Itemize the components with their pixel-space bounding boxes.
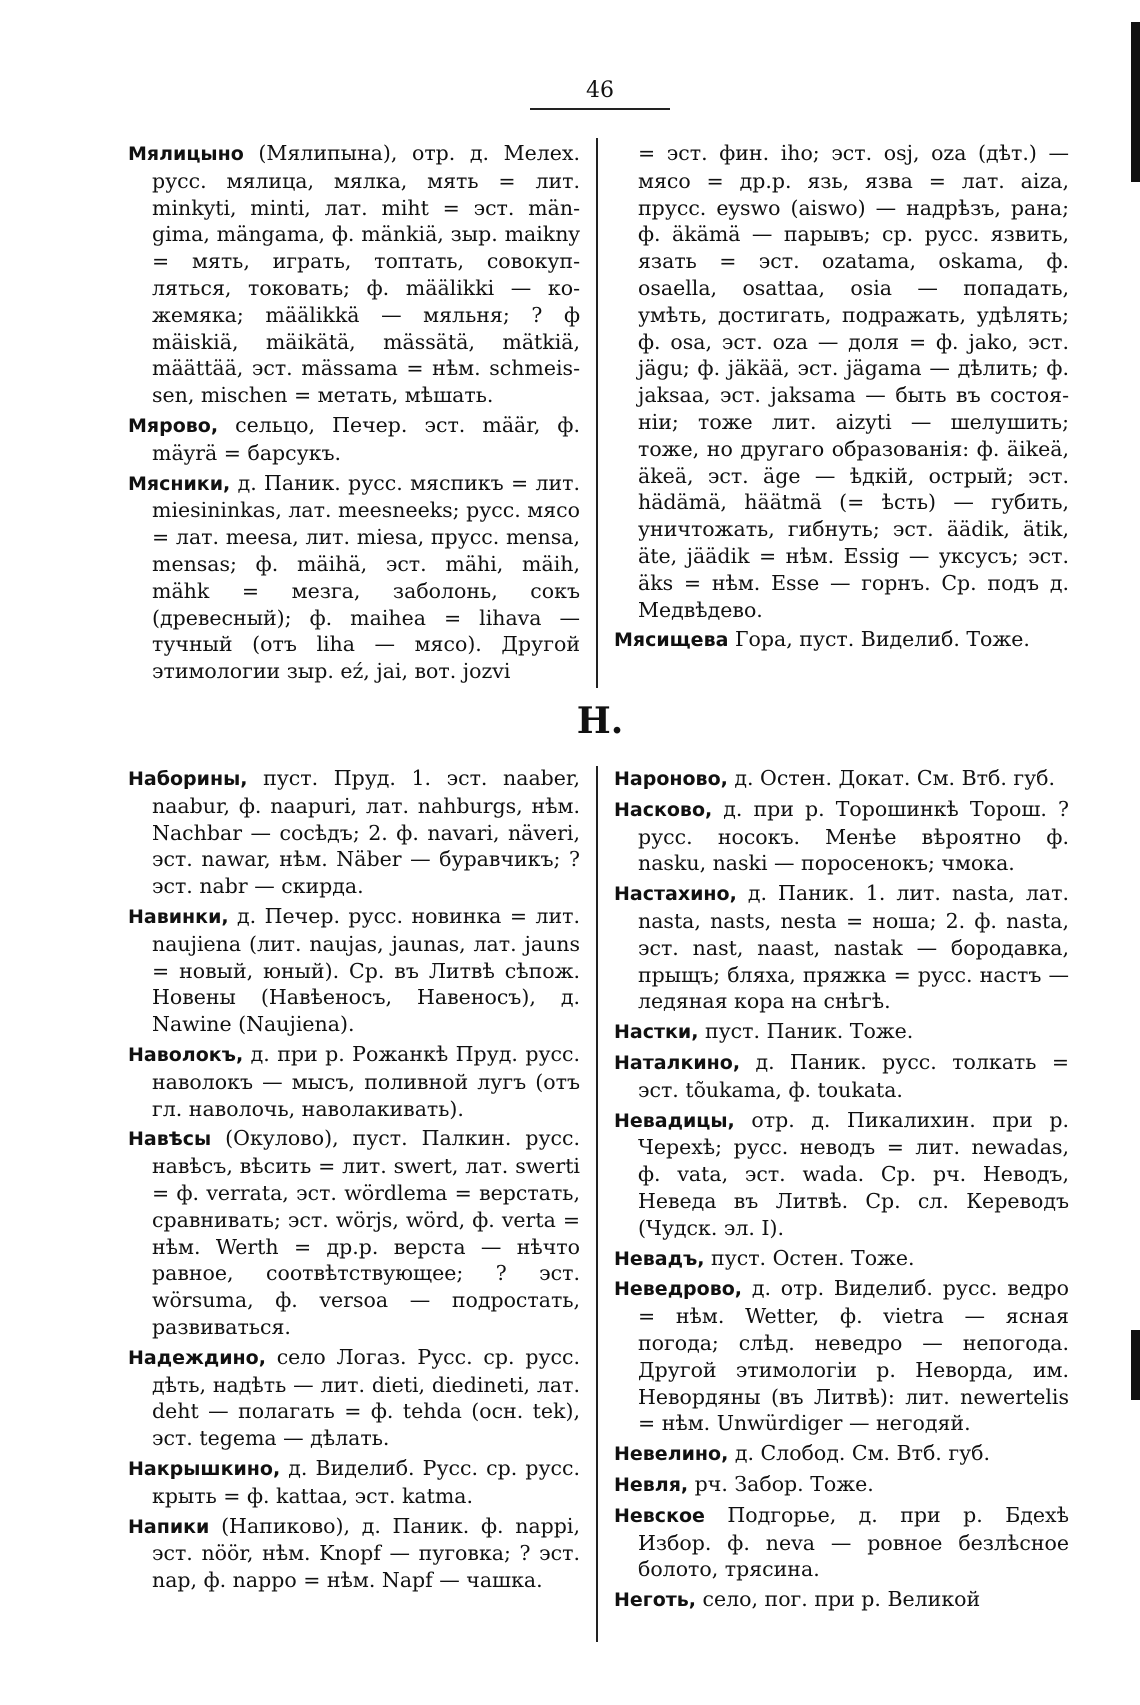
dictionary-entry [614,1471,1069,1499]
entry-text: село, пог. при р. Великой [696,1587,981,1612]
entry-text: (Напиково), д. Паник. ф. nappi, эст. nöör, нѣм. Knopf — пуговка; ? эст. nap, ф. nappo = нѣм. Napf — чашка. [152,1513,580,1593]
entry-headword: Накрышкино, [128,1457,281,1480]
dictionary-entry [128,1125,580,1340]
dictionary-entry [614,1018,1069,1046]
entry-text: д. при р. Торошинкѣ Торош. ? русс. носокъ. Менѣе вѣроятно ф. nasku, naski — поросенокъ; чмока. [638,796,1069,876]
entry-text: = эст. фин. iho; эст. osj, oza (дѣт.) — мясо = др.р. язь, язва = лат. aiza, прусс. eyswo (aiswo) — надрѣзъ, рана; ф. äkämä — парывъ; ср. русс. язвить, язать = эст. ozatama, oskama, ф. osaella, osattaa, osia — попадать, умѣть, достигать, подражать, удѣлять; ф. osa, эст. oza — доля = ф. jako, эст. jägu; ф. jäkää, эст. jägama — дѣлить; ф. jaksaa, эст. jaksama — быть въ состояніи; тоже лит. aizyti — шелушить; тоже, но другаго образованія: ф. äikeä, äkeä, эст. äge — ѣдкій, острый; эст. hädämä, häätmä (= ѣсть) — губить, уничтожать, гибнуть; эст. äädik, ätik, äte, jäädik = нѣм. Essig — уксусъ; эст. äks = нѣм. Esse — горнъ. Ср. подъ д. Медвѣдево. [638,141,1069,622]
entry-text: село Логаз. Русс. ср. русс. дѣть, надѣть — лит. dieti, diedineti, лат. deht — полагать = ф. tehda (осн. tek), эст. tegema — дѣлать. [152,1344,580,1451]
dictionary-entry [614,1586,1069,1614]
dictionary-entry [614,1275,1069,1437]
entry-text: д. при р. Рожанкѣ Пруд. русс. наволокъ — мысъ, поливной лугъ (отъ гл. наволочь, наволакивать). [152,1041,580,1121]
entry-headword: Наборины, [128,768,248,790]
entry-headword: Невадъ, [614,1247,705,1270]
entry-text: д. Паник. русс. толкать = эст. tõukama, ф. toukata. [638,1049,1069,1102]
entry-text: (Окулово), пуст. Палкин. русс. навѣсъ, вѣсить = лит. swert, лат. swerti = ф. verrata, эст. wördlema = верстать, сравнивать; эст. wörjs, wörd, ф. verta = нѣм. Werth = др.р. верста — нѣчто равное, соотвѣтствующее; ? эст. wörsuma, ф. versoa — подростать, развиваться. [152,1126,580,1339]
entry-headword: Навинки, [128,905,229,928]
entry-text: (Мялипына), отр. д. Мелех. русс. мялица, мялка, мять = лит. minkyti, minti, лат. miht = эст. mängima, mängama, ф. mänkiä, зыр. maikny = мять, играть, топтать, совокупляться, токовать; ф. määlikki — кожемяка; määlikkä — мяльня; ? ф mäiskiä, mäikätä, mässätä, mätkiä, määttää, эст. mässama = нѣм. schmeissen, mischen = метать, мѣшать. [152,141,580,408]
dictionary-entry-continuation [614,140,1069,623]
entry-headword: Мярово, [128,414,219,437]
dictionary-entry [128,765,580,900]
dictionary-entry [614,626,1069,654]
entry-text: д. Печер. русс. новинка = лит. naujiena (лит. naujas, jaunas, лат. jauns = новый, юный). Ср. въ Литвѣ сѣпож. Новены (Навѣеносъ, Навеносъ), д. Nawine (Naujiena). [152,903,580,1037]
entry-text: отр. д. Пикалихин. при р. Черехѣ; русс. неводъ = лит. newadas, ф. vata, эст. wada. Ср. рч. Неводъ, Неведа въ Литвѣ. Ср. сл. Кереводъ (Чудск. эл. I). [638,1107,1069,1240]
entry-headword: Навѣсы [128,1128,212,1151]
column-bottom-left [128,765,580,1597]
dictionary-entry [614,1502,1069,1583]
entry-text: Подгорье, д. при р. Бдехѣ Избор. ф. neva — ровное безлѣсное болото, трясина. [638,1502,1069,1582]
entry-headword: Настки, [614,1021,699,1044]
entry-headword: Мясищева [614,629,729,652]
column-divider-top [596,138,598,688]
entry-headword: Напики [128,1515,210,1538]
dictionary-entry [614,1049,1069,1104]
entry-headword: Мялицыно [128,143,244,165]
entry-text: пуст. Паник. Тоже. [698,1019,914,1044]
section-letter: Н. [576,700,624,742]
column-top-right [614,140,1069,657]
column-bottom-right [614,765,1069,1617]
header-rule [530,108,670,110]
dictionary-entry [128,1513,580,1594]
page-edge-mark [1131,1330,1140,1400]
entry-text: д. отр. Виделиб. русс. ведро = нѣм. Wetter, ф. vietra — ясная погода; слѣд. неведро — непогода. Другой этимологіи р. Неворда, им. Невордяны (въ Литвѣ): лит. newertelis = нѣм. Unwürdiger — негодяй. [638,1276,1069,1436]
entry-headword: Неведрово, [614,1278,742,1301]
dictionary-entry [128,412,580,467]
entry-text: д. Остен. Докат. См. Втб. губ. [727,766,1056,790]
entry-headword: Насково, [614,798,713,821]
entry-text: рч. Забор. Тоже. [688,1471,874,1496]
dictionary-entry [614,1107,1069,1242]
dictionary-entry [614,880,1069,1015]
entry-headword: Настахино, [614,883,737,906]
entry-headword: Невское [614,1504,705,1527]
dictionary-entry [128,470,580,685]
page-edge-mark [1131,22,1140,182]
entry-headword: Неготь, [614,1589,697,1612]
entry-text: д. Слобод. См. Втб. губ. [728,1441,990,1466]
entry-text: д. Паник. русс. мяспикъ = лит. miesininkas, лат. meesneeks; русс. мясо = лат. meesa, лит. miesa, прусс. mensa, mensas; ф. mäihä, эст. mähi, mäih, mähk = мезга, заболонь, сокъ (древесный); ф. maihea = lihava — тучный (отъ liha — мясо). Другой этимологии зыр. eź, jai, вот. jozvi [152,470,580,684]
entry-text: сельцо, Печер. эст. määr, ф. mäyrä = барсукъ. [152,412,580,465]
entry-headword: Нароново, [614,768,728,790]
entry-text: пуст. Пруд. 1. эст. naaber, naabur, ф. naapuri, лат. nahburgs, нѣм. Nachbar — сосѣдъ; 2. ф. navari, näveri, эст. nawar, нѣм. Näber — буравчикъ; ? эст. nabr — скирда. [152,766,580,899]
page-number: 46 [586,78,614,103]
dictionary-entry [614,1245,1069,1273]
entry-headword: Мясники, [128,472,231,495]
dictionary-entry [614,765,1069,793]
column-top-left [128,140,580,688]
entry-text: пуст. Остен. Тоже. [704,1245,915,1270]
entry-text: д. Паник. 1. лит. nasta, лат. nasta, nasts, nesta = ноша; 2. ф. nasta, эст. nast, naast, nastak — бородавка, прыщъ; бляха, пряжка = русс. настъ — ледяная кора на снѣгѣ. [638,881,1069,1014]
column-divider-bottom [596,766,598,1642]
dictionary-entry [614,1440,1069,1468]
dictionary-entry [128,1041,580,1122]
entry-headword: Невля, [614,1473,689,1496]
dictionary-entry [128,903,580,1038]
entry-text: Гора, пуст. Виделиб. Тоже. [728,627,1030,652]
dictionary-entry [128,140,580,409]
entry-headword: Невадицы, [614,1109,735,1132]
entry-headword: Наталкино, [614,1051,741,1074]
dictionary-entry [128,1455,580,1510]
entry-headword: Невелино, [614,1443,729,1466]
entry-headword: Наволокъ, [128,1043,244,1066]
entry-text: д. Виделиб. Русс. ср. русс. крыть = ф. kattaa, эст. katma. [152,1455,580,1508]
dictionary-entry [614,796,1069,877]
dictionary-entry [128,1344,580,1452]
entry-headword: Надеждино, [128,1346,266,1369]
